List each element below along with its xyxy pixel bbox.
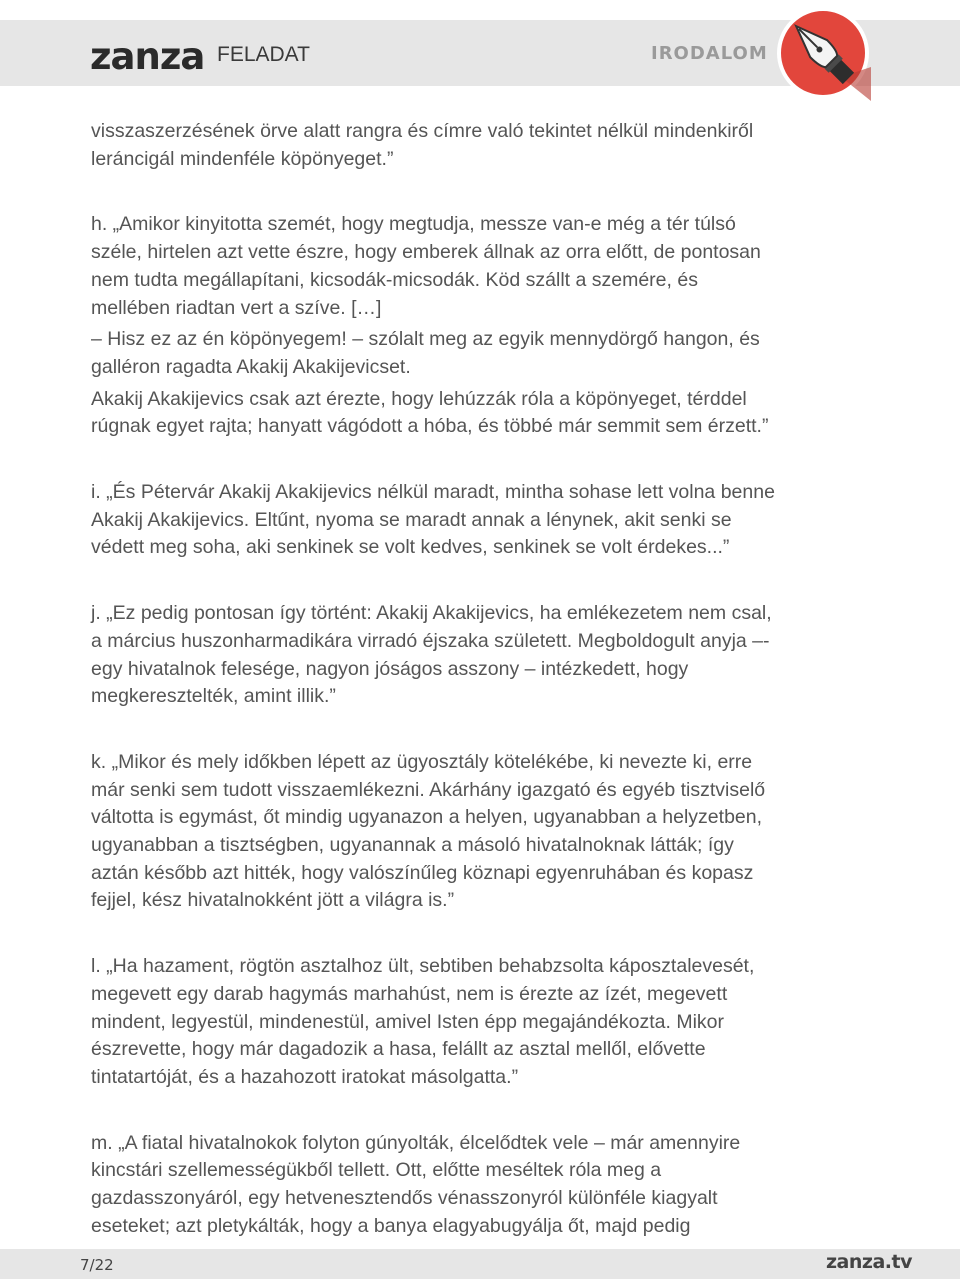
text-line: kincstári szellemességükből tellett. Ott, előtte meséltek róla meg a bbox=[91, 1159, 662, 1182]
text-line: megevett egy darab hagymás marhahúst, nem is érezte az ízét, megevett bbox=[91, 982, 728, 1005]
text-line: Akakij Akakijevics. Eltűnt, nyoma se maradt annak a lénynek, akit senki se bbox=[91, 508, 732, 531]
text-line: nem tudta megállapítani, kicsodák-micsodák. Köd szállt a szemére, és bbox=[91, 268, 698, 291]
text-line: m. „A fiatal hivatalnokok folyton gúnyolták, élcelődtek vele – már amennyire bbox=[91, 1131, 741, 1154]
text-line: védett meg soha, aki senkinek se volt kedves, senkinek se volt érdekes...” bbox=[91, 536, 730, 559]
text-line: galléron ragadta Akakij Akakijevicset. bbox=[91, 355, 411, 378]
section-label: FELADAT bbox=[217, 43, 310, 66]
text-line: j. „Ez pedig pontosan így történt: Akakij Akakijevics, ha emlékezetem nem csal, bbox=[91, 602, 772, 625]
text-line: aztán később azt hitték, hogy valószínűleg köznapi egyenruhában és kopasz bbox=[91, 861, 754, 884]
text-line: észrevette, hogy már dagadozik a hasa, felállt az asztal mellől, elővette bbox=[91, 1038, 706, 1061]
text-line: visszaszerzésének örve alatt rangra és címre való tekintet nélkül mindenkiről bbox=[91, 120, 754, 142]
text-line: széle, hirtelen azt vette észre, hogy emberek állnak az orra előtt, de pontosan bbox=[91, 241, 761, 264]
text-line: h. „Amikor kinyitotta szemét, hogy megtudja, messze van-e még a tér túlsó bbox=[91, 213, 736, 236]
text-line: – Hisz ez az én köpönyegem! – szólalt meg az egyik mennydörgő hangon, és bbox=[91, 328, 760, 351]
text-line: rúgnak egyet rajta; hanyatt vágódott a hóba, és többé már semmit sem érzett.” bbox=[91, 415, 769, 438]
text-line: mindent, legyestül, mindenestül, amivel Isten épp megajándékozta. Mikor bbox=[91, 1010, 724, 1033]
text-line: megkeresztelték, amint illik.” bbox=[91, 685, 336, 708]
text-line: l. „Ha hazament, rögtön asztalhoz ült, sebtiben behabzsolta káposztalevesét, bbox=[91, 955, 755, 978]
text-line: már senki sem tudott visszaemlékezni. Akárhány igazgató és egyéb tisztviselő bbox=[91, 778, 766, 801]
text-line: leráncigál mindenféle köpönyeget.” bbox=[91, 147, 394, 170]
text-line: i. „És Pétervár Akakij Akakijevics nélkül maradt, mintha sohase lett volna benne bbox=[91, 481, 775, 504]
page-footer bbox=[0, 1249, 960, 1279]
text-line: gazdasszonyáról, egy hetvenesztendős vénasszonyról különféle kiagyalt bbox=[91, 1187, 718, 1210]
text-line: tintatartóját, és a hazahozott iratokat másolgatta.” bbox=[91, 1065, 519, 1088]
page-number: 7/22 bbox=[80, 1256, 114, 1274]
text-line: fejjel, kész hivatalnokként jött a világra is.” bbox=[91, 889, 455, 912]
zanza-tv-logo: zanza.tv bbox=[826, 1251, 912, 1273]
text-line: mellében riadtan vert a szíve. […] bbox=[91, 296, 382, 319]
zanza-logo: zanza bbox=[90, 35, 205, 78]
fountain-pen-nib-icon bbox=[775, 5, 871, 101]
text-line: k. „Mikor és mely időkben lépett az ügyosztály kötelékébe, ki nevezte ki, erre bbox=[91, 750, 753, 773]
text-line: ugyanabban a tisztségben, ugyanannak a másoló hivatalnoknak látták; így bbox=[91, 834, 734, 857]
subject-label: IRODALOM bbox=[651, 43, 768, 64]
text-line: eseteket; azt pletykálták, hogy a banya elagyabugyálja őt, majd pedig bbox=[91, 1214, 691, 1237]
text-line: egy hivatalnok felesége, nagyon jóságos asszony – intézkedett, hogy bbox=[91, 657, 689, 680]
exercise-text bbox=[91, 118, 881, 1241]
text-line: Akakij Akakijevics csak azt érezte, hogy lehúzzák róla a köpönyeget, térddel bbox=[91, 387, 747, 410]
text-line: váltotta is egymást, őt mindig ugyanazon a helyen, ugyanabban a helyzetben, bbox=[91, 806, 763, 829]
text-line: a március huszonharmadikára virradó éjszaka született. Megboldogult anyja –- bbox=[91, 629, 770, 652]
